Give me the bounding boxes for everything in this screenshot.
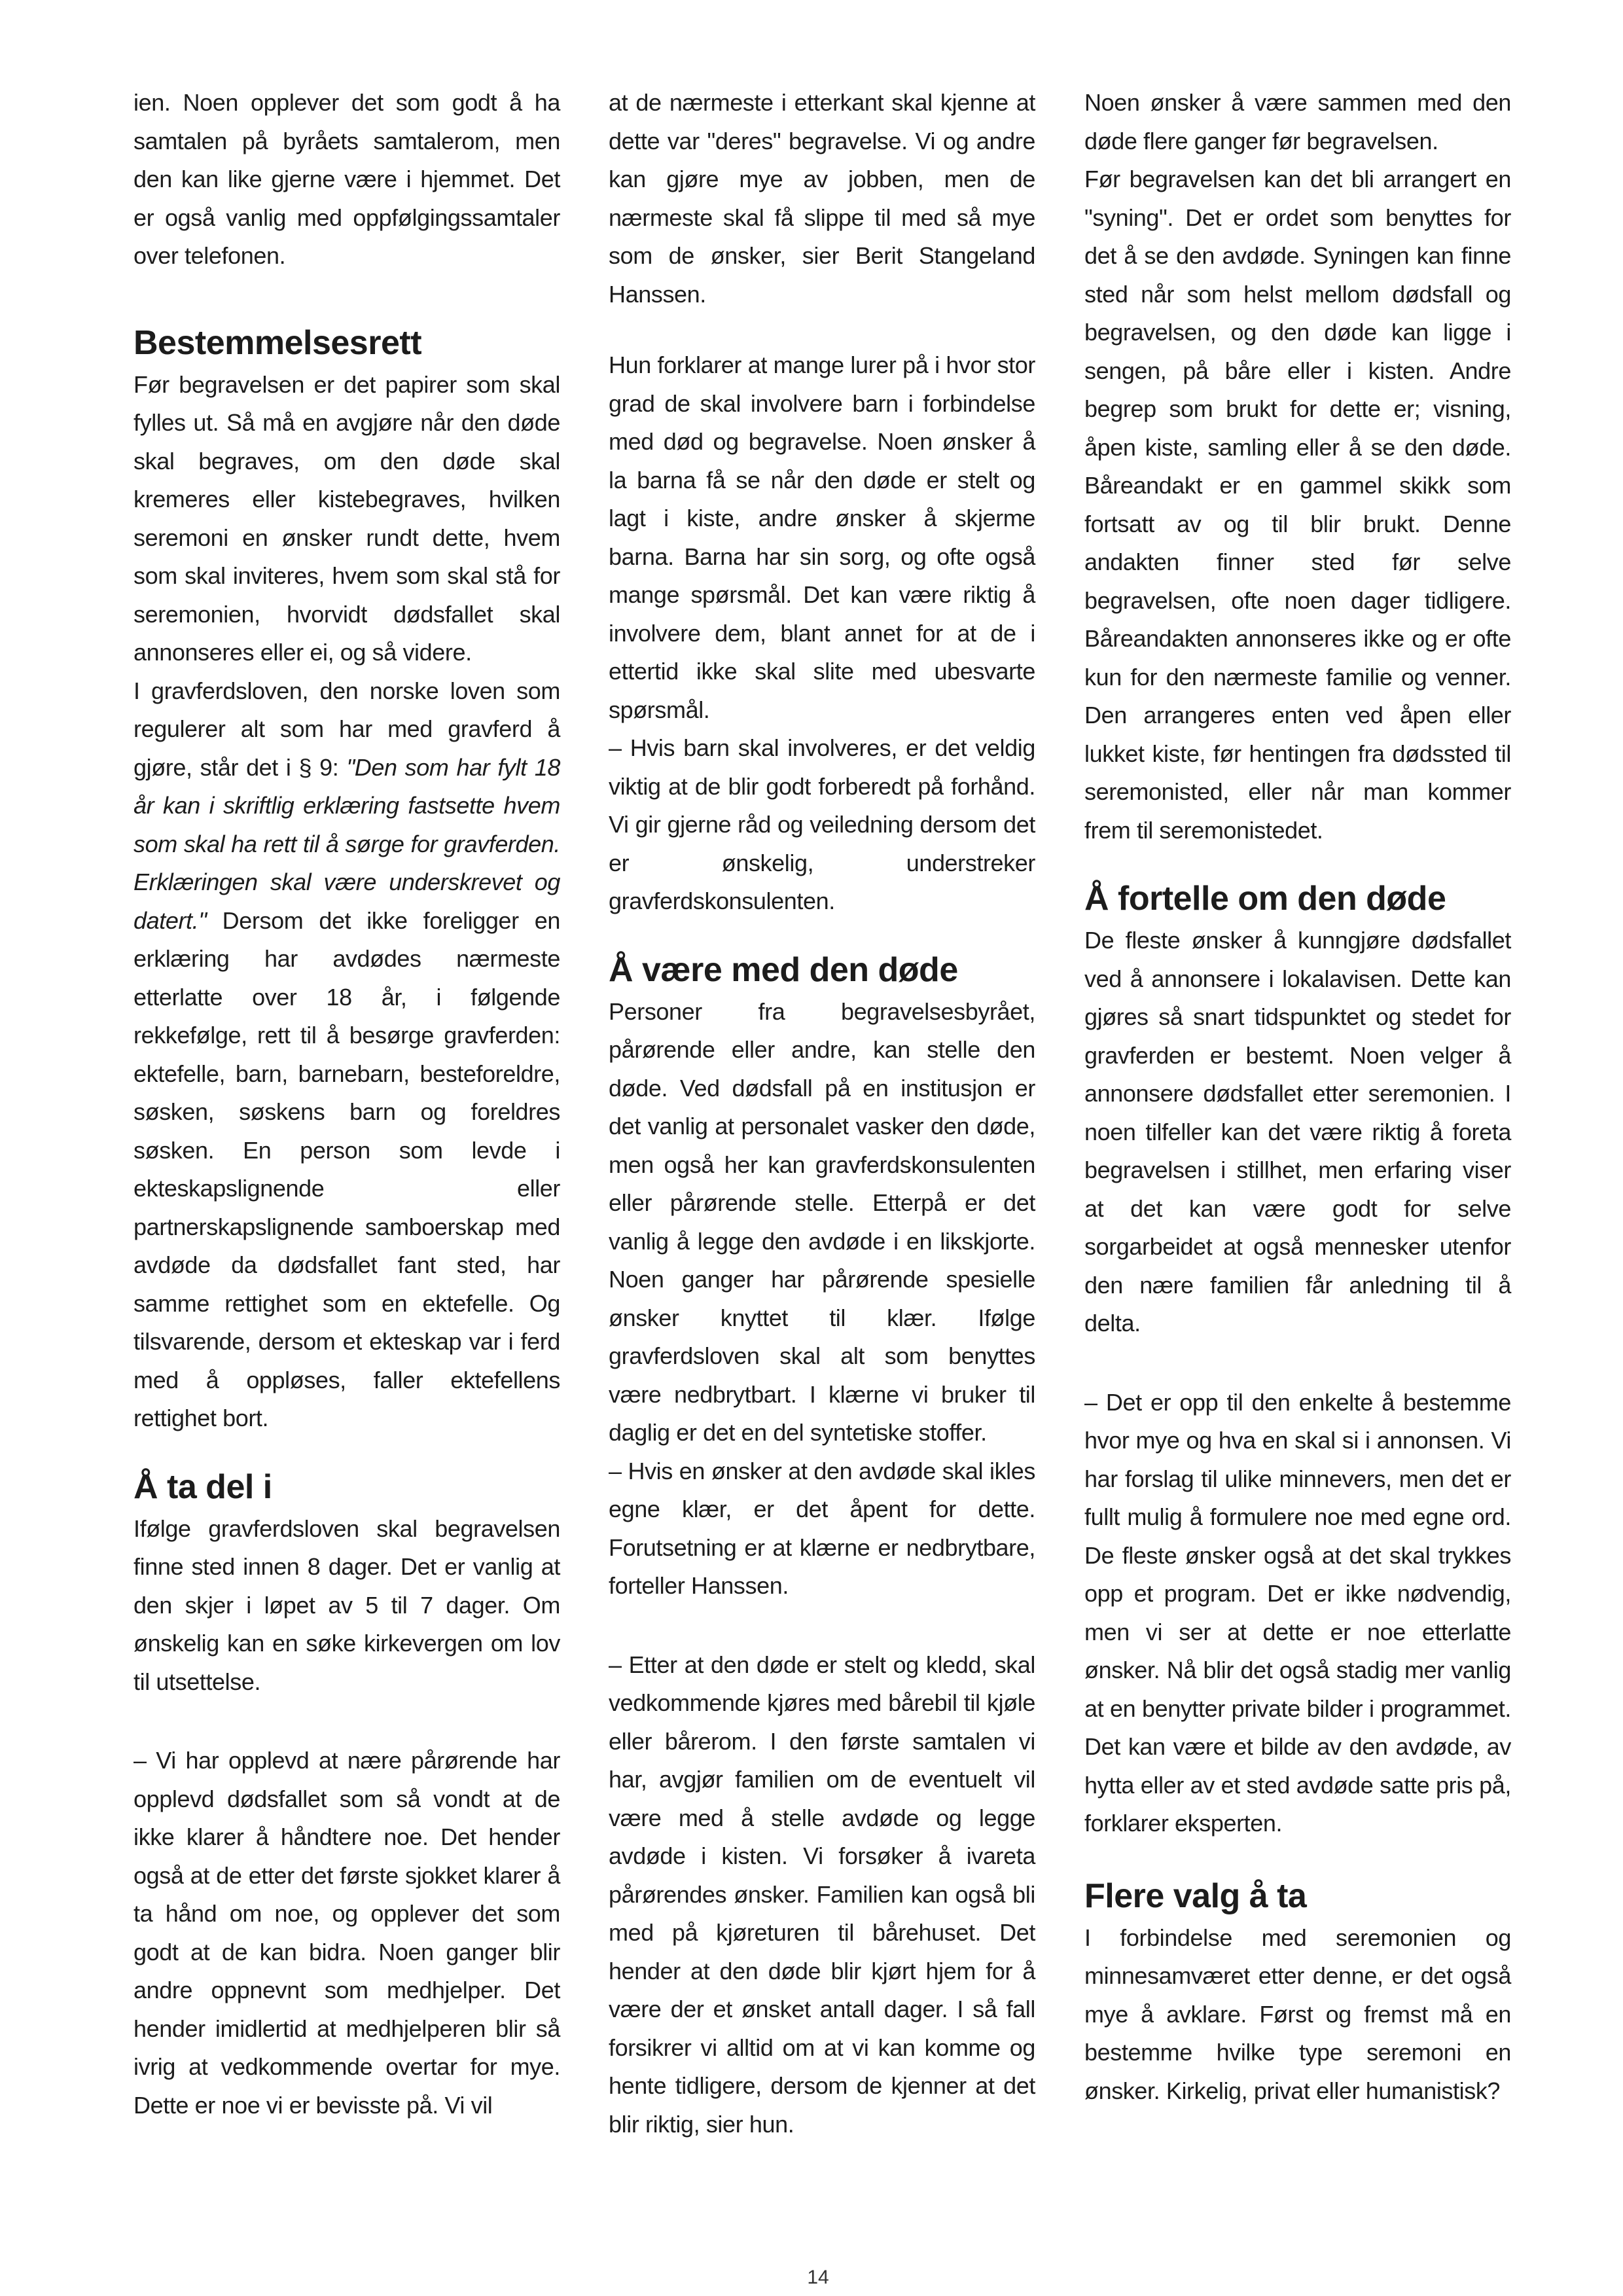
paragraph: Før begravelsen kan det bli arrangert en "syning". Det er ordet som benyttes for det å se den avdøde. Syningen kan finne sted når som helst mellom dødsfall og begravelsen, og den døde kan ligge i sengen, på båre eller i kisten. Andre begrep som brukt for dette er; visning, åpen kiste, samling eller å se den døde. Båreandakt er en gammel skikk som fortsatt av og til blir brukt. Denne andakten finner sted før selve begravelsen, ofte noen dager tidligere. Båreandakten annonseres ikke og er ofte kun for den nærmeste familie og venner. Den arrangeres enten ved åpen eller lukket kiste, før hentingen fra dødssted til seremonisted, eller når man kommer frem til seremonistedet. [1084, 166, 1511, 844]
paragraph-law-quote [134, 672, 560, 1438]
column-3 [1084, 84, 1511, 2110]
paragraph: – Hvis en ønsker at den avdøde skal ikles egne klær, er det åpent for dette. Forutsetning er at klærne er nedbrytbare, forteller Hanssen. [609, 1457, 1035, 1599]
spacer [609, 314, 1035, 346]
paragraph: Personer fra begravelsesbyrået, pårørende eller andre, kan stelle den døde. Ved dødsfall på en institusjon er det vanlig at personalet vasker den døde, men også her kan gravferdskonsulenten eller pårørende stelle. Etterpå er det vanlig å legge den avdøde i en likskjorte. Noen ganger har pårørende spesielle ønsker knyttet til klær. Ifølge gravferdsloven skal alt som benyttes være nedbrytbart. I klærne vi bruker til daglig er det en del syntetiske stoffer. [609, 997, 1035, 1446]
column-2 [609, 84, 1035, 2144]
spacer [134, 1438, 560, 1464]
spacer [1084, 1343, 1511, 1384]
section-heading-flere-valg-a-ta: Flere valg å ta [1084, 1876, 1307, 1915]
section-heading-a-ta-del-i: Å ta del i [134, 1467, 272, 1506]
paragraph: Hun forklarer at mange lurer på i hvor stor grad de skal involvere barn i forbindelse med død og begravelse. Noen ønsker å la barna få se når den døde er stelt og lagt i kiste, andre ønsker å skjerme barna. Barna har sin sorg, og ofte også mange spørsmål. Det kan være riktig å involvere dem, blant annet for at de i ettertid ikke skal slite med ubesvarte spørsmål. [609, 351, 1035, 723]
paragraph: at de nærmeste i etterkant skal kjenne at dette var "deres" begravelse. Vi og andre kan gjøre mye av jobben, men de nærmeste skal få slippe til med så mye som de ønsker, sier Berit Stangeland Hanssen. [609, 89, 1035, 308]
paragraph-text: Dersom det ikke foreligger en erklæring har avdødes nærmeste etterlatte over 18 år, i følgende rekkefølge, rett til å besørge gravferden: ektefelle, barn, barnebarn, besteforeldre, søsken, søskens barn og foreldres søsken. En person som levde i ekteskapslignende eller partnerskapslignende samboerskap med avdøde da dødsfallet fant sted, har samme rettighet som en ektefelle. Og tilsvarende, dersom et ekteskap var i ferd med å oppløses, faller ektefellens rettighet bort. [134, 906, 560, 1431]
paragraph-text: I gravferdsloven, den norske loven som regulerer alt som har med gravferd å gjøre, står det i § 9: [134, 677, 560, 781]
paragraph: I forbindelse med seremonien og minnesamværet etter denne, er det også mye å avklare. Først og fremst må en bestemme hvilke type seremoni en ønsker. Kirkelig, privat eller humanistisk? [1084, 1924, 1511, 2104]
spacer [609, 921, 1035, 947]
spacer [1084, 1843, 1511, 1873]
paragraph: De fleste ønsker å kunngjøre dødsfallet ved å annonsere i lokalavisen. Dette kan gjøres så snart tidspunktet og stedet for gravferden er bestemt. Noen velger å annonsere dødsfallet etter seremonien. I noen tilfeller kan det være riktig å foreta begravelsen i stillhet, men erfaring viser at det kan være godt for selve sorgarbeidet at også mennesker utenfor den nære familien får anledning til å delta. [1084, 927, 1511, 1336]
section-heading-a-fortelle-om-den-dode: Å fortelle om den døde [1084, 880, 1446, 918]
paragraph: – Det er opp til den enkelte å bestemme hvor mye og hva en skal si i annonsen. Vi har forslag til ulike minnevers, men det er fullt mulig å formulere noe med egne ord. De fleste ønsker også at det skal trykkes opp et program. Det er ikke nødvendig, men vi ser at dette er noe etterlatte ønsker. Nå blir det også stadig mer vanlig at en benytter private bilder i programmet. Det kan være et bilde av den avdøde, av hytta eller av et sted avdøde satte pris på, forklarer eksperten. [1084, 1388, 1511, 1837]
spacer [134, 1701, 560, 1742]
paragraph: – Hvis barn skal involveres, er det veldig viktig at de blir godt forberedt på forhånd. Vi gir gjerne råd og veiledning dersom det er ønskelig, understreker gravferdskonsulenten. [609, 734, 1035, 914]
law-quote: "Den som har fylt 18 år kan i skriftlig erklæring fastsette hvem som skal ha rett til å sørge for gravferden. Erklæringen skal være underskrevet og datert." [134, 753, 560, 934]
section-heading-bestemmelsesrett: Bestemmelsesrett [134, 323, 422, 362]
paragraph: – Etter at den døde er stelt og kledd, skal vedkommende kjøres med bårebil til kjøle eller bårerom. I den første samtalen vi har, avgjør familien om de eventuelt vil være med å stelle avdøde og legge avdøde i kisten. Vi forsøker å ivareta pårørendes ønsker. Familien kan også bli med på kjøreturen til bårehuset. Det hender at den døde blir kjørt hjem for å være der et ønsket antall dager. I så fall forsikrer vi alltid om at vi kan komme og hente tidligere, dersom de kjenner at det blir riktig, sier hun. [609, 1651, 1035, 2138]
paragraph: Noen ønsker å være sammen med den døde flere ganger før begravelsen. [1084, 89, 1511, 154]
section-heading-a-vaere-med-den-dode: Å være med den døde [609, 950, 958, 989]
paragraph: Ifølge gravferdsloven skal begravelsen finne sted innen 8 dager. Det er vanlig at den skjer i løpet av 5 til 7 dager. Om ønskelig kan en søke kirkevergen om lov til utsettelse. [134, 1515, 560, 1695]
spacer [134, 276, 560, 320]
paragraph: Før begravelsen er det papirer som skal fylles ut. Så må en avgjøre når den døde skal begraves, om den døde skal kremeres eller kistebegraves, hvilken seremoni en ønsker rundt dette, hvem som skal inviteres, hvem som skal stå for seremonien, hvorvidt dødsfallet skal annonseres eller ei, og så videre. [134, 370, 560, 666]
column-1 [134, 84, 560, 2125]
page-number: 14 [807, 2267, 829, 2288]
paragraph: – Vi har opplevd at nære pårørende har opplevd dødsfallet som så vondt at de ikke klarer å håndtere noe. Det hender også at de etter det første sjokket klarer å ta hånd om noe, og opplever det som godt at de kan bidra. Noen ganger blir andre oppnevnt som medhjelper. Det hender imidlertid at medhjelperen blir så ivrig at vedkommende overtar for mye. Dette er noe vi er bevisste på. Vi vil [134, 1747, 560, 2119]
paragraph: ien. Noen opplever det som godt å ha samtalen på byråets samtalerom, men den kan like gjerne være i hjemmet. Det er også vanlig med oppfølgingssamtaler over telefonen. [134, 89, 560, 269]
spacer [1084, 850, 1511, 876]
spacer [609, 1605, 1035, 1646]
